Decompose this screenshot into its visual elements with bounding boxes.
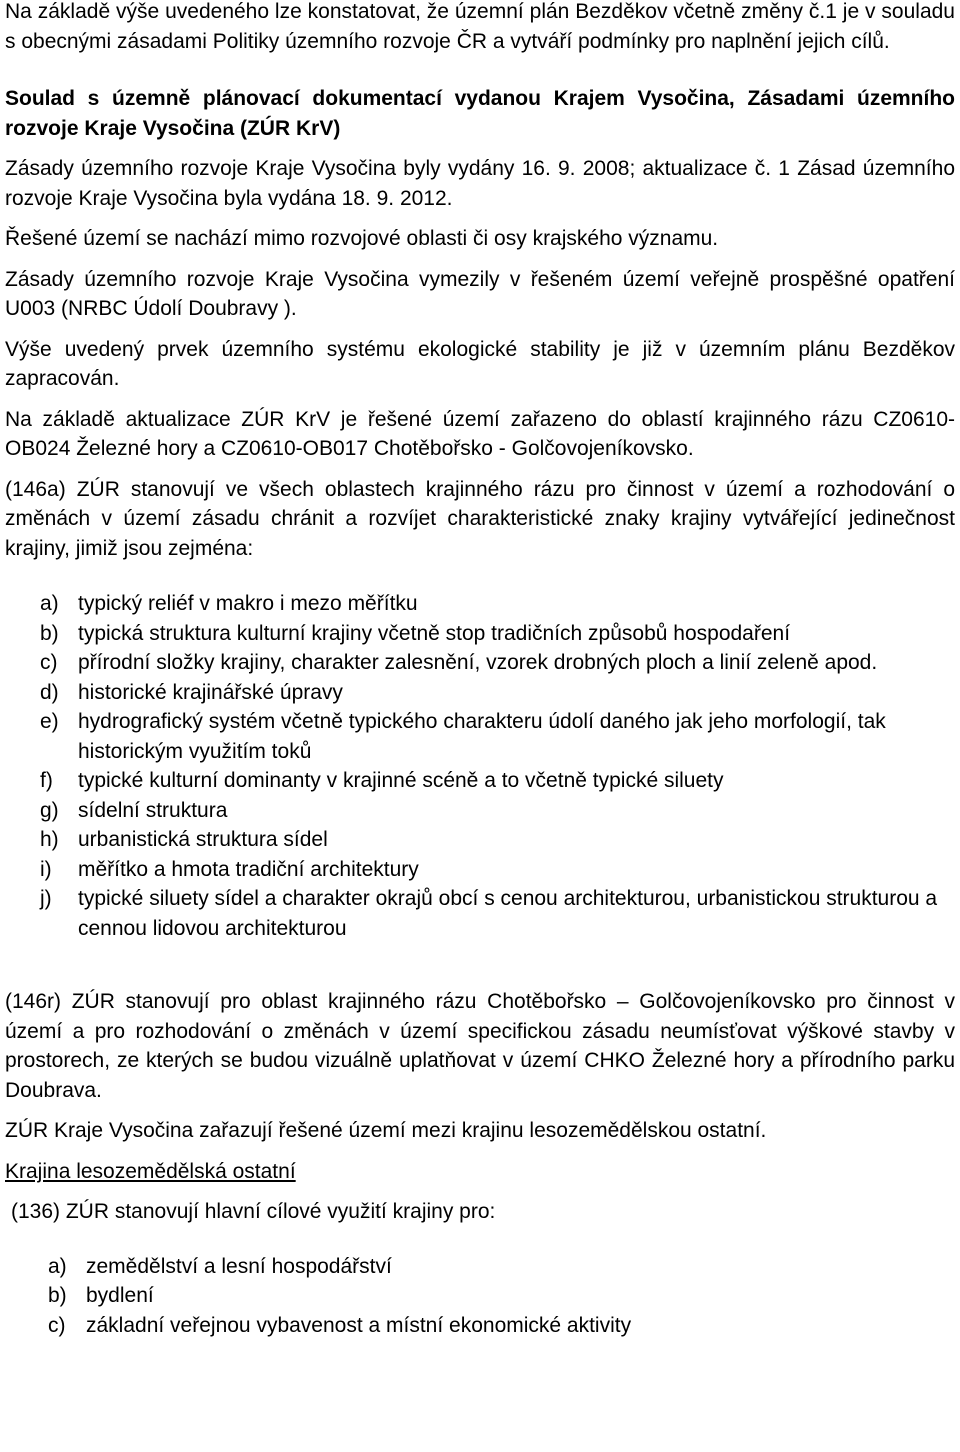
list-item-text: hydrografický systém včetně typického charakteru údolí daného jak jeho morfologií, tak historickým využitím toků bbox=[78, 710, 886, 763]
list-item-label: c) bbox=[40, 651, 58, 674]
list-item-text: měřítko a hmota tradiční architektury bbox=[78, 857, 419, 881]
list-item-label: b) bbox=[48, 1284, 67, 1307]
paragraph-landscape-areas: Na základě aktualizace ZÚR KrV je řešené území zařazeno do oblastí krajinného rázu CZ0610-OB024 Železné hory a CZ0610-OB017 Chotěbořsko - Golčovojeníkovsko. bbox=[5, 407, 955, 460]
list-item bbox=[5, 648, 955, 678]
list-item bbox=[5, 855, 955, 885]
list-item-text: typická struktura kulturní krajiny včetně stop tradičních způsobů hospodaření bbox=[78, 621, 791, 645]
list-item bbox=[5, 796, 955, 826]
list-item-text: typické kulturní dominanty v krajinné scéně a to včetně typické siluety bbox=[78, 769, 724, 792]
subheading-landscape-type: Krajina lesozemědělská ostatní bbox=[5, 1159, 296, 1183]
list-item bbox=[5, 825, 955, 855]
landscape-features-list bbox=[5, 589, 955, 943]
section-heading: Soulad s územně plánovací dokumentací vydanou Krajem Vysočina, Zásadami územního rozvoje Kraje Vysočina (ZÚR KrV) bbox=[5, 87, 955, 140]
list-item-text: historické krajinářské úpravy bbox=[78, 680, 343, 704]
list-item-text: základní veřejnou vybavenost a místní ekonomické aktivity bbox=[86, 1313, 632, 1337]
list-item-label: d) bbox=[40, 680, 59, 704]
list-item-label: e) bbox=[40, 710, 59, 733]
list-item-text: sídelní struktura bbox=[78, 798, 228, 822]
list-item-label: a) bbox=[40, 592, 59, 615]
list-item-text: přírodní složky krajiny, charakter zalesnění, vzorek drobných ploch a linií zeleně apod. bbox=[78, 651, 878, 674]
list-item-text: bydlení bbox=[86, 1284, 154, 1307]
list-item-label: c) bbox=[48, 1313, 66, 1337]
paragraph-forest-agri-landscape: ZÚR Kraje Vysočina zařazují řešené území mezi krajinu lesozemědělskou ostatní. bbox=[5, 1119, 767, 1142]
list-item-text: zemědělství a lesní hospodářství bbox=[86, 1254, 392, 1278]
paragraph-136: (136) ZÚR stanovují hlavní cílové využití krajiny pro: bbox=[11, 1200, 496, 1223]
list-item-label: j) bbox=[40, 887, 52, 910]
list-item bbox=[5, 619, 955, 649]
list-item-label: i) bbox=[40, 857, 52, 881]
list-item-label: g) bbox=[40, 798, 59, 822]
paragraph-146a: (146a) ZÚR stanovují ve všech oblastech krajinného rázu pro činnost v území a rozhodování o změnách v území zásadu chránit a rozvíjet charakteristické znaky krajiny vytvářející jedinečnost krajiny, jimiž jsou zejména: bbox=[5, 477, 955, 560]
list-item-text: typické siluety sídel a charakter okrajů obcí s cenou architekturou, urbanistickou strukturou a cennou lidovou architekturou bbox=[78, 887, 938, 940]
list-item-text: urbanistická struktura sídel bbox=[78, 828, 328, 851]
list-item-label: b) bbox=[40, 621, 59, 645]
intro-paragraph: Na základě výše uvedeného lze konstatovat, že územní plán Bezděkov včetně změny č.1 je v souladu s obecnými zásadami Politiky územního rozvoje ČR a vytváří podmínky pro naplnění jejich cílů. bbox=[5, 0, 955, 53]
list-item-text: typický reliéf v makro i mezo měřítku bbox=[78, 592, 418, 615]
paragraph-public-measure: Zásady územního rozvoje Kraje Vysočina vymezily v řešeném území veřejně prospěšné opatření U003 (NRBC Údolí Doubravy ). bbox=[5, 267, 955, 320]
paragraph-zur-issued: Zásady územního rozvoje Kraje Vysočina byly vydány 16. 9. 2008; aktualizace č. 1 Zásad územního rozvoje Kraje Vysočina byla vydána 18. 9. 2012. bbox=[5, 157, 955, 210]
paragraph-uses-incorporated: Výše uvedený prvek územního systému ekologické stability je již v územním plánu Bezděkov zapracován. bbox=[5, 337, 955, 390]
list-item bbox=[5, 1252, 955, 1282]
list-item bbox=[5, 707, 955, 766]
list-item bbox=[5, 1281, 955, 1311]
target-use-list bbox=[5, 1252, 955, 1341]
list-item bbox=[5, 766, 955, 796]
list-item-label: a) bbox=[48, 1254, 67, 1278]
list-item-label: f) bbox=[40, 769, 53, 792]
list-item bbox=[5, 1311, 955, 1341]
paragraph-development-areas: Řešené území se nachází mimo rozvojové oblasti či osy krajského významu. bbox=[5, 227, 719, 250]
list-item bbox=[5, 678, 955, 708]
list-item bbox=[5, 884, 955, 943]
list-item bbox=[5, 589, 955, 619]
list-item-label: h) bbox=[40, 828, 59, 851]
paragraph-146r: (146r) ZÚR stanovují pro oblast krajinného rázu Chotěbořsko – Golčovojeníkovsko pro činnost v území a pro rozhodování o změnách v území specifickou zásadu neumísťovat výškové stavby v prostorech, ze kterých se budou vizuálně uplatňovat v území CHKO Železné hory a přírodního parku Doubrava. bbox=[5, 990, 955, 1102]
